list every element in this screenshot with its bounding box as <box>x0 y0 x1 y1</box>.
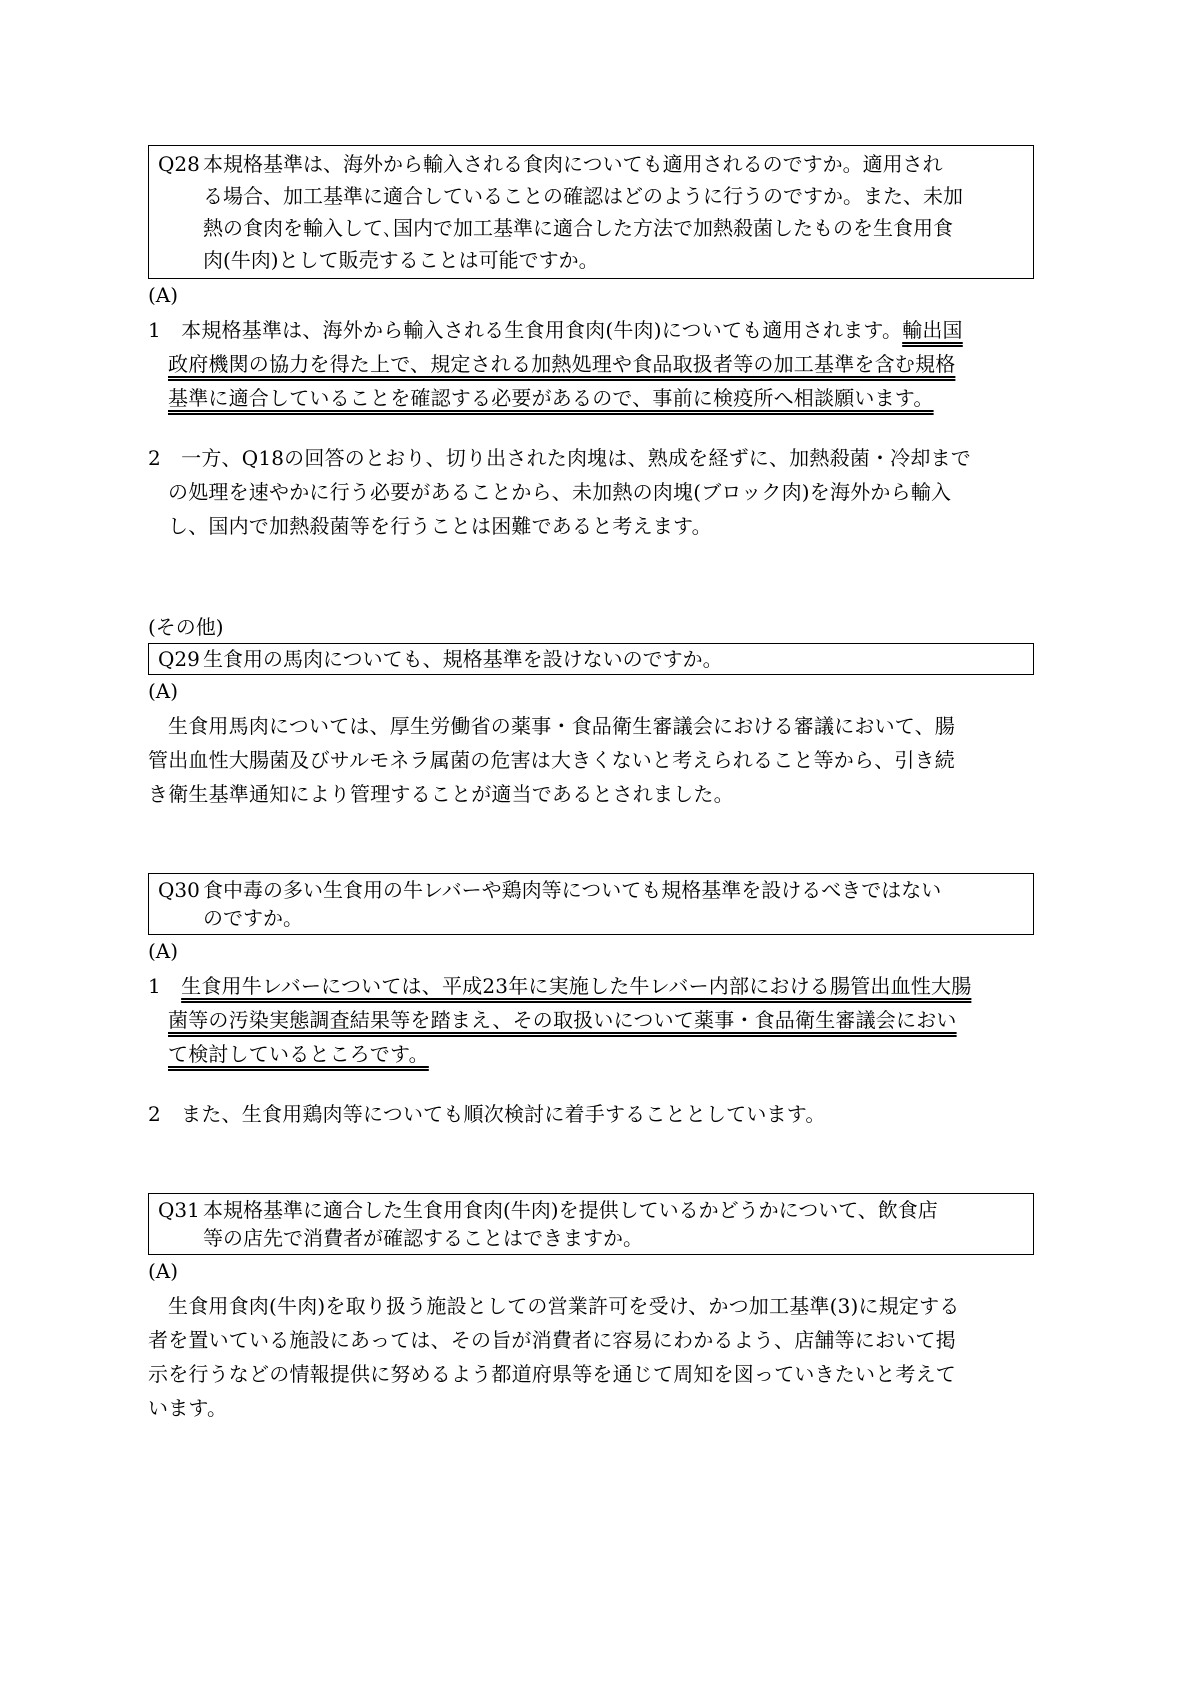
underlined-text: 政府機関の協力を得た上で、規定される加熱処理や食品取扱者等の加工基準を含む規格 <box>168 352 956 376</box>
question-box-q28 <box>148 145 1034 279</box>
answer-text: 一方、Q18の回答のとおり、切り出された肉塊は、熟成を経ずに、加熱殺菌・冷却まで <box>181 446 971 470</box>
answer-line: 者を置いている施設にあっては、その旨が消費者に容易にわかるよう、店舗等において掲 <box>148 1328 956 1352</box>
underlined-text: 輸出国 <box>902 318 963 342</box>
answer-line <box>148 313 1034 347</box>
answer-line: き衛生基準通知により管理することが適当であるとされました。 <box>148 782 734 806</box>
answer-label: (A) <box>148 1259 179 1283</box>
question-text-line: 食中毒の多い生食用の牛レバーや鶏肉等についても規格基準を設けるべきではない <box>203 878 942 902</box>
question-number: Q31 <box>158 1198 200 1222</box>
answer-item-1 <box>148 313 1034 415</box>
answer-label: (A) <box>148 679 179 703</box>
answer-line: 管出血性大腸菌及びサルモネラ属菌の危害は大きくないと考えられること等から、引き続 <box>148 748 955 772</box>
question-text-line: 本規格基準は、海外から輸入される食肉についても適用されるのですか。適用され <box>203 152 943 176</box>
answer-line <box>148 441 1034 475</box>
answer-line <box>148 1037 1034 1071</box>
answer-line: 示を行うなどの情報提供に努めるよう都道府県等を通じて周知を図っていきたいと考えて <box>148 1362 956 1386</box>
item-number: 2 <box>148 446 161 470</box>
item-number: 1 <box>148 318 161 342</box>
answer-label: (A) <box>148 939 179 963</box>
answer-item-2 <box>148 1097 1034 1131</box>
underlined-text: 基準に適合していることを確認する必要があるので、事前に検疫所へ相談願います。 <box>168 386 934 410</box>
question-box-q30 <box>148 873 1034 935</box>
answer-item-1 <box>148 969 1034 1071</box>
underlined-text: て検討しているところです。 <box>168 1042 429 1066</box>
question-text-line: 本規格基準に適合した生食用食肉(牛肉)を提供しているかどうかについて、飲食店 <box>203 1198 938 1222</box>
question-text-line: のですか。 <box>203 906 303 930</box>
answer-text: 本規格基準は、海外から輸入される生食用食肉(牛肉)についても適用されます。 <box>181 318 903 342</box>
underlined-text: 菌等の汚染実態調査結果等を踏まえ、その取扱いについて薬事・食品衛生審議会におい <box>168 1008 957 1032</box>
answer-line: 生食用食肉(牛肉)を取り扱う施設としての営業許可を受け、かつ加工基準(3)に規定する <box>168 1294 960 1318</box>
answer-line <box>148 1003 1034 1037</box>
question-number: Q29 <box>158 647 200 671</box>
item-number: 2 <box>148 1102 161 1126</box>
answer-label: (A) <box>148 283 179 307</box>
underlined-text: 生食用牛レバーについては、平成23年に実施した牛レバー内部における腸管出血性大腸 <box>181 974 972 998</box>
item-number: 1 <box>148 974 161 998</box>
answer-line: 生食用馬肉については、厚生労働省の薬事・食品衛生審議会における審議において、腸 <box>168 714 955 738</box>
answer-paragraph-q29 <box>148 709 1034 811</box>
question-text-line: 熱の食肉を輸入して､国内で加工基準に適合した方法で加熱殺菌したものを生食用食 <box>203 216 953 240</box>
answer-paragraph-q31 <box>148 1289 1034 1425</box>
answer-line <box>148 1097 1034 1131</box>
question-text-line: 等の店先で消費者が確認することはできますか。 <box>203 1226 643 1250</box>
question-text-line: 生食用の馬肉についても、規格基準を設けないのですか。 <box>203 647 723 671</box>
answer-line: います。 <box>148 1396 228 1420</box>
question-text-line: る場合、加工基準に適合していることの確認はどのように行うのですか。また、未加 <box>203 184 963 208</box>
answer-text: また、生食用鶏肉等についても順次検討に着手することとしています。 <box>181 1102 826 1126</box>
question-box-q31 <box>148 1193 1034 1255</box>
question-number: Q28 <box>158 152 200 176</box>
answer-line: し、国内で加熱殺菌等を行うことは困難であると考えます。 <box>168 514 712 538</box>
section-heading-other: (その他) <box>148 615 224 639</box>
question-text-line: 肉(牛肉)として販売することは可能ですか。 <box>203 248 599 272</box>
answer-line: の処理を速やかに行う必要があることから、未加熱の肉塊(ブロック肉)を海外から輸入 <box>168 480 952 504</box>
question-box-q29 <box>148 643 1034 675</box>
answer-item-2 <box>148 441 1034 543</box>
answer-line <box>148 347 1034 381</box>
document-page <box>148 145 1034 1425</box>
question-number: Q30 <box>158 878 200 902</box>
answer-line <box>148 381 1034 415</box>
answer-line <box>148 969 1034 1003</box>
